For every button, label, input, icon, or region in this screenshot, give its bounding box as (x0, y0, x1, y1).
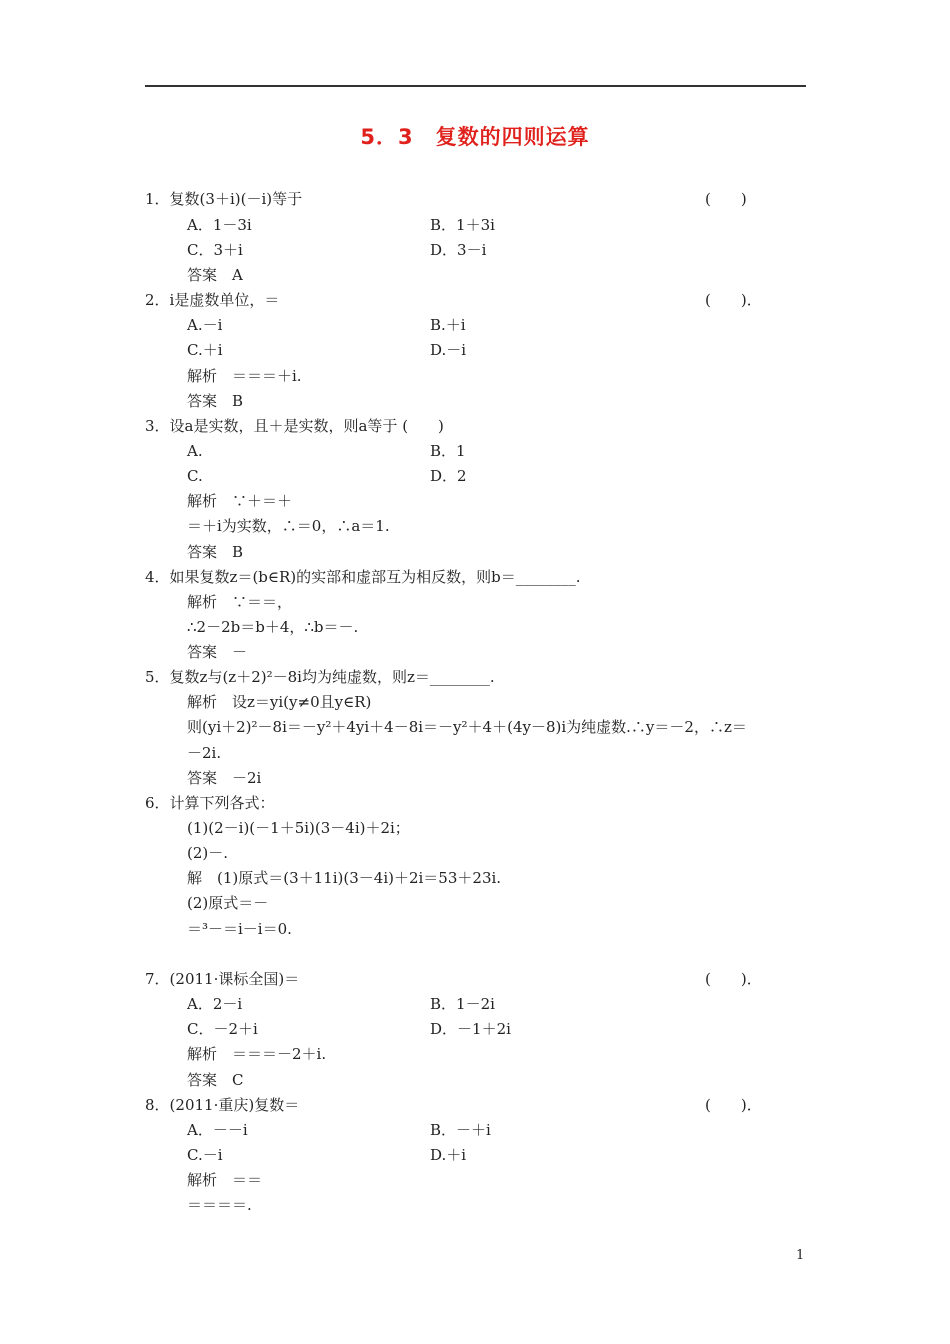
question-7-answer: 答案 C (187, 1071, 244, 1089)
question-1-answer: 答案 A (187, 266, 243, 284)
question-8-analysis-2: ＝＝＝＝. (187, 1196, 252, 1214)
question-2-analysis: 解析 ＝＝＝＋i. (187, 367, 302, 385)
question-1: 1．复数(3＋i)(－i)等于 (145, 190, 303, 208)
question-7-option-d: D．－1＋2i (430, 1020, 511, 1038)
header-rule (145, 85, 806, 87)
question-6-part-2: (2)－. (187, 844, 229, 862)
question-6: 6．计算下列各式： (145, 794, 275, 812)
question-3-option-b: B．1 (430, 442, 466, 460)
question-4-analysis: 解析 ∵＝＝， (187, 593, 293, 611)
question-3-option-c: C. (187, 467, 203, 485)
question-2-bracket: ( )． (705, 291, 762, 309)
question-6-part-1: (1)(2－i)(－1＋5i)(3－4i)＋2i； (187, 819, 410, 837)
question-7-analysis: 解析 ＝＝＝－2＋i. (187, 1045, 327, 1063)
question-5: 5．复数z与(z＋2)²－8i均为纯虚数，则z＝________. (145, 668, 495, 686)
question-8-bracket: ( )． (705, 1096, 762, 1114)
question-7: 7．(2011·课标全国)＝ (145, 970, 300, 988)
question-3-answer: 答案 B (187, 543, 244, 561)
page-title: 5．3 复数的四则运算 (360, 125, 590, 149)
question-7-option-b: B．1－2i (430, 995, 495, 1013)
question-5-analysis: 解析 设z＝yi(y≠0且y∈R) (187, 693, 372, 711)
question-2-option-d: D.－i (430, 341, 467, 359)
question-7-option-a: A．2－i (187, 995, 243, 1013)
question-3-option-d: D．2 (430, 467, 467, 485)
question-2-answer: 答案 B (187, 392, 244, 410)
question-1-option-b: B．1＋3i (430, 216, 495, 234)
question-2-option-b: B.＋i (430, 316, 466, 334)
question-3: 3．设a是实数，且＋是实数，则a等于 ( ) (145, 417, 444, 435)
question-8: 8．(2011·重庆)复数＝ (145, 1096, 300, 1114)
question-4-analysis-2: ∴2－2b＝b＋4，∴b＝－. (187, 618, 359, 636)
question-4: 4．如果复数z＝(b∈R)的实部和虚部互为相反数，则b＝________. (145, 568, 581, 586)
question-1-option-d: D．3－i (430, 241, 487, 259)
question-6-solution-2: (2)原式＝－ (187, 894, 269, 912)
question-3-option-a: A. (187, 442, 203, 460)
question-3-analysis: 解析 ∵＋＝＋ (187, 492, 293, 510)
question-1-option-a: A．1－3i (187, 216, 252, 234)
question-2-option-c: C.＋i (187, 341, 223, 359)
question-6-solution: 解 (1)原式＝(3＋11i)(3－4i)＋2i＝53＋23i. (187, 869, 502, 887)
question-5-analysis-3: －2i. (187, 744, 222, 762)
question-3-analysis-2: ＝＋i为实数，∴＝0，∴a＝1. (187, 517, 390, 535)
question-8-option-a: A．－－i (187, 1121, 248, 1139)
question-2-option-a: A.－i (187, 316, 223, 334)
question-8-option-d: D.＋i (430, 1146, 467, 1164)
question-2: 2．i是虚数单位，＝ (145, 291, 280, 309)
question-5-answer: 答案 －2i (187, 769, 262, 787)
question-7-bracket: ( )． (705, 970, 762, 988)
question-8-analysis: 解析 ＝＝ (187, 1171, 263, 1189)
question-7-option-c: C．－2＋i (187, 1020, 258, 1038)
page-number: 1 (796, 1248, 805, 1263)
question-8-option-b: B．－＋i (430, 1121, 491, 1139)
question-8-option-c: C.－i (187, 1146, 223, 1164)
question-4-answer: 答案 － (187, 643, 248, 661)
question-5-analysis-2: 则(yi＋2)²－8i＝－y²＋4yi＋4－8i＝－y²＋4＋(4y－8)i为纯虚数.∴y＝－2，∴z＝ (187, 718, 747, 736)
question-1-bracket: ( ) (705, 190, 747, 208)
question-6-solution-3: ＝³－＝i－i＝0. (187, 920, 292, 938)
question-1-option-c: C．3＋i (187, 241, 243, 259)
